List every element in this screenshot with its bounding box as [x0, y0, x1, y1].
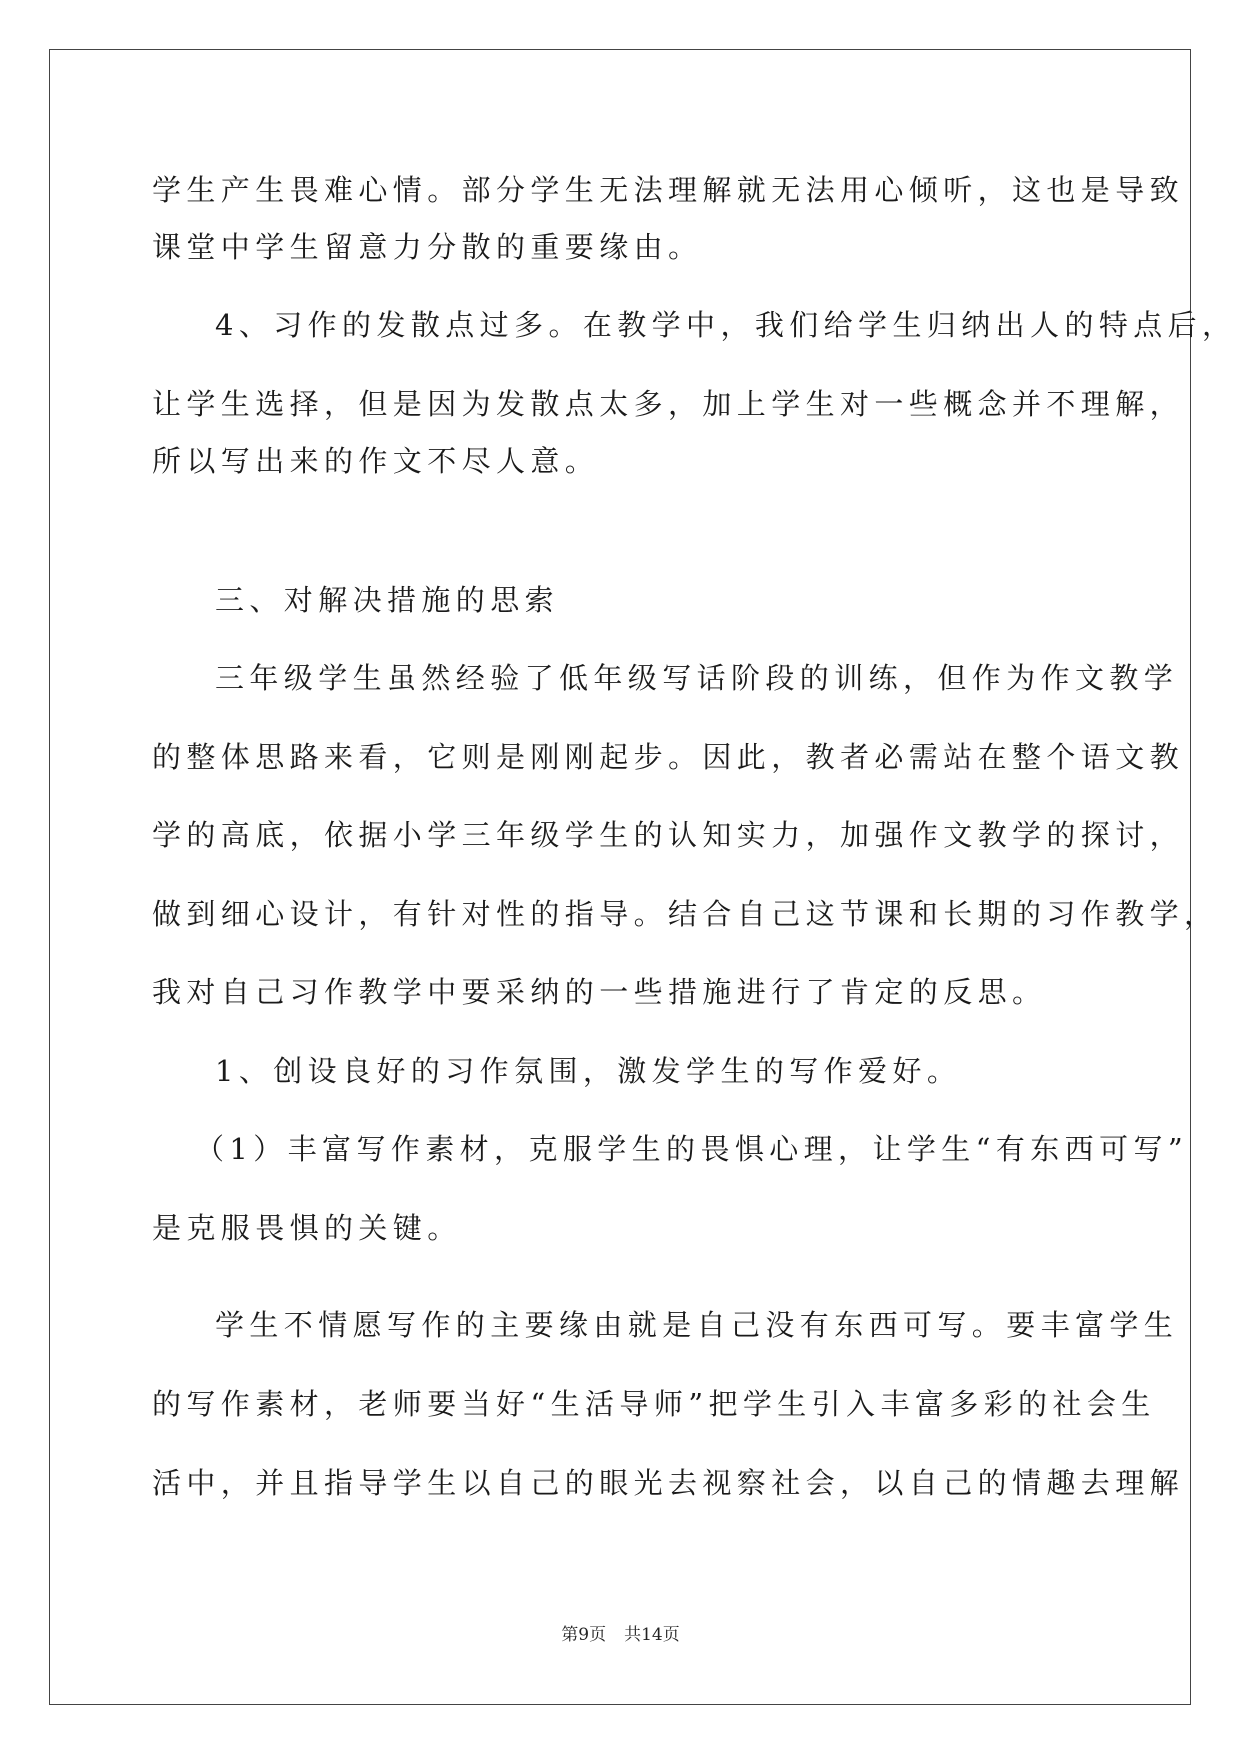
text-line: 活中，并且指导学生以自己的眼光去视察社会，以自己的情趣去理解	[152, 1466, 1185, 1500]
page-border	[49, 49, 1191, 1705]
text-line: （1）丰富写作素材，克服学生的畏惧心理，让学生“有东西可写”	[195, 1132, 1189, 1166]
total-pages: 共14页	[624, 1625, 680, 1645]
section-heading: 三、对解决措施的思索	[215, 583, 560, 617]
text-line: 学生不情愿写作的主要缘由就是自己没有东西可写。要丰富学生	[215, 1308, 1179, 1342]
text-line: 是克服畏惧的关键。	[152, 1211, 462, 1245]
page-number: 第9页	[561, 1625, 607, 1645]
text-line: 所以写出来的作文不尽人意。	[152, 444, 600, 478]
text-line: 学的高底，依据小学三年级学生的认知实力，加强作文教学的探讨，	[152, 818, 1185, 852]
text-line: 的写作素材，老师要当好“生活导师”把学生引入丰富多彩的社会生	[152, 1387, 1156, 1421]
text-line: 的整体思路来看，它则是刚刚起步。因此，教者必需站在整个语文教	[152, 740, 1185, 774]
text-line: 三年级学生虽然经验了低年级写话阶段的训练，但作为作文教学	[215, 661, 1179, 695]
text-line: 我对自己习作教学中要采纳的一些措施进行了肯定的反思。	[152, 975, 1047, 1009]
text-line: 学生产生畏难心情。部分学生无法理解就无法用心倾听，这也是导致	[152, 173, 1185, 207]
text-line: 让学生选择，但是因为发散点太多，加上学生对一些概念并不理解，	[152, 387, 1185, 421]
text-line: 课堂中学生留意力分散的重要缘由。	[152, 230, 703, 264]
text-line: 做到细心设计，有针对性的指导。结合自己这节课和长期的习作教学，	[152, 897, 1219, 931]
text-line: 4、习作的发散点过多。在教学中，我们给学生归纳出人的特点后，	[215, 308, 1237, 342]
page-footer	[0, 1620, 1241, 1645]
text-line: 1、创设良好的习作氛围，激发学生的写作爱好。	[215, 1054, 962, 1088]
